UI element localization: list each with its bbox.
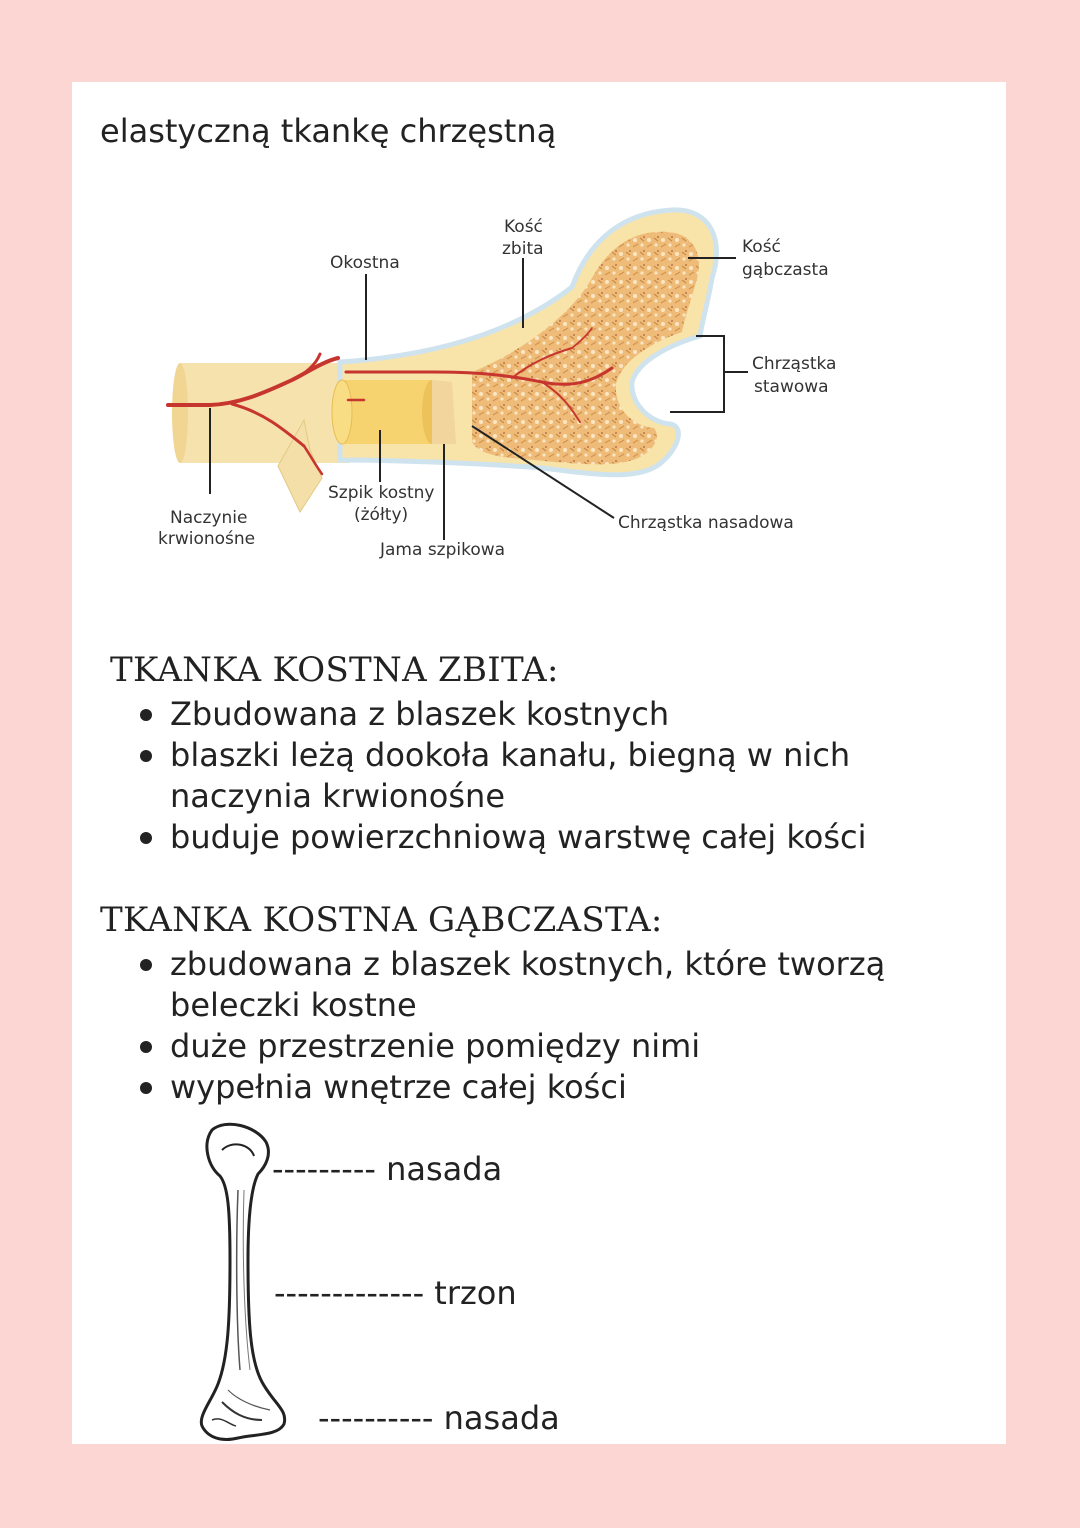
section-title-spongy: TKANKA KOSTNA GĄBCZASTA:	[100, 900, 663, 940]
label-kosc-zbita-2: zbita	[502, 239, 544, 259]
section-title-compact: TKANKA KOSTNA ZBITA:	[110, 650, 559, 690]
marrow-cylinder	[332, 380, 456, 444]
label-kosc-zbita-1: Kość	[504, 217, 543, 237]
bone-shaft	[172, 363, 350, 463]
list-item: zbudowana z blaszek kostnych, które tworzą beleczki kostne	[140, 944, 940, 1026]
label-szpik-1: Szpik kostny	[328, 483, 435, 503]
label-kosc-gabczasta-2: gąbczasta	[742, 260, 829, 280]
label-szpik-2: (żółty)	[354, 505, 409, 525]
document-page	[72, 82, 1006, 1444]
label-trzon: ------------- trzon	[274, 1274, 517, 1312]
list-item: Zbudowana z blaszek kostnych	[140, 694, 940, 735]
label-naczynie-1: Naczynie	[170, 508, 248, 528]
label-chrzastka-nasadowa: Chrząstka nasadowa	[618, 513, 794, 533]
label-nasada-top: --------- nasada	[272, 1150, 503, 1188]
list-item: wypełnia wnętrze całej kości	[140, 1067, 940, 1108]
section-list-spongy	[140, 944, 940, 1108]
label-chrzastka-stawowa-1: Chrząstka	[752, 354, 837, 374]
label-chrzastka-stawowa-2: stawowa	[754, 377, 829, 397]
label-nasada-bottom: ---------- nasada	[318, 1399, 560, 1437]
section-list-compact	[140, 694, 940, 858]
label-okostna: Okostna	[330, 253, 400, 273]
label-jama: Jama szpikowa	[380, 540, 506, 560]
list-item: blaszki leżą dookoła kanału, biegną w nich naczynia krwionośne	[140, 735, 940, 817]
intro-text: elastyczną tkankę chrzęstną	[100, 112, 557, 150]
bone-anatomy-diagram	[72, 82, 1006, 582]
label-naczynie-2: krwionośne	[158, 529, 256, 549]
label-kosc-gabczasta-1: Kość	[742, 237, 781, 257]
list-item: duże przestrzenie pomiędzy nimi	[140, 1026, 940, 1067]
list-item: buduje powierzchniową warstwę całej kości	[140, 817, 940, 858]
